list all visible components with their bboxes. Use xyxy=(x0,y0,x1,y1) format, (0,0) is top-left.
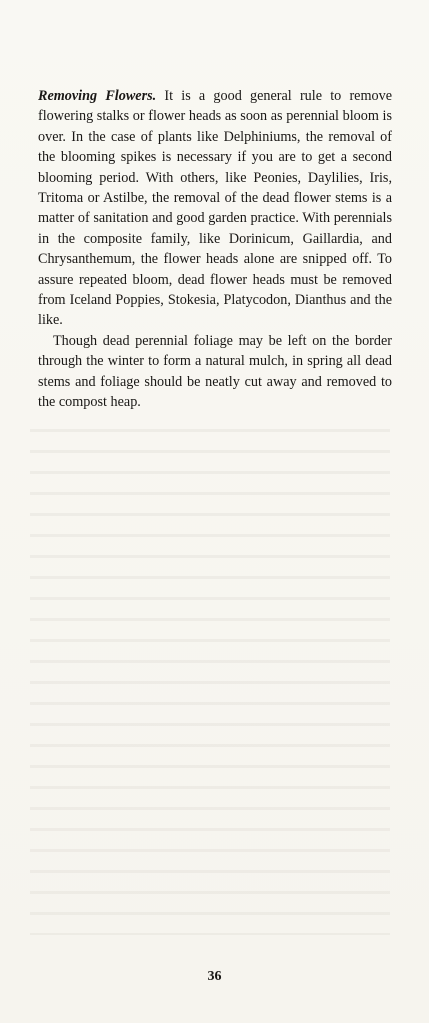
paragraph-removing-flowers xyxy=(38,86,392,331)
article-body xyxy=(38,86,392,413)
page-number: 36 xyxy=(207,969,222,984)
section-heading: Removing Flowers. xyxy=(38,88,157,104)
bleed-through-texture xyxy=(30,415,390,935)
paragraph-dead-foliage: Though dead perennial foliage may be left on the border through the winter to form a natural mulch, in spring all dead stems and foliage should be neatly cut away and removed to the compost heap. xyxy=(38,332,392,411)
paragraph-1-text: It is a good general rule to remove flowering stalks or flower heads as soon as perennial bloom is over. In the case of plants like Delphiniums, the removal of the blooming spikes is necessary if you are to get a second blooming period. With others, like Peonies, Daylilies, Iris, Tritoma or Astilbe, the removal of the dead flower stems is a matter of sanitation and good garden practice. With perennials in the composite family, like Dorinicum, Gaillardia, and Chrysanthemum, the flower heads alone are snipped off. To assure repeated bloom, dead flower heads must be removed from Iceland Poppies, Stokesia, Platycodon, Dianthus and the like. xyxy=(38,88,392,329)
